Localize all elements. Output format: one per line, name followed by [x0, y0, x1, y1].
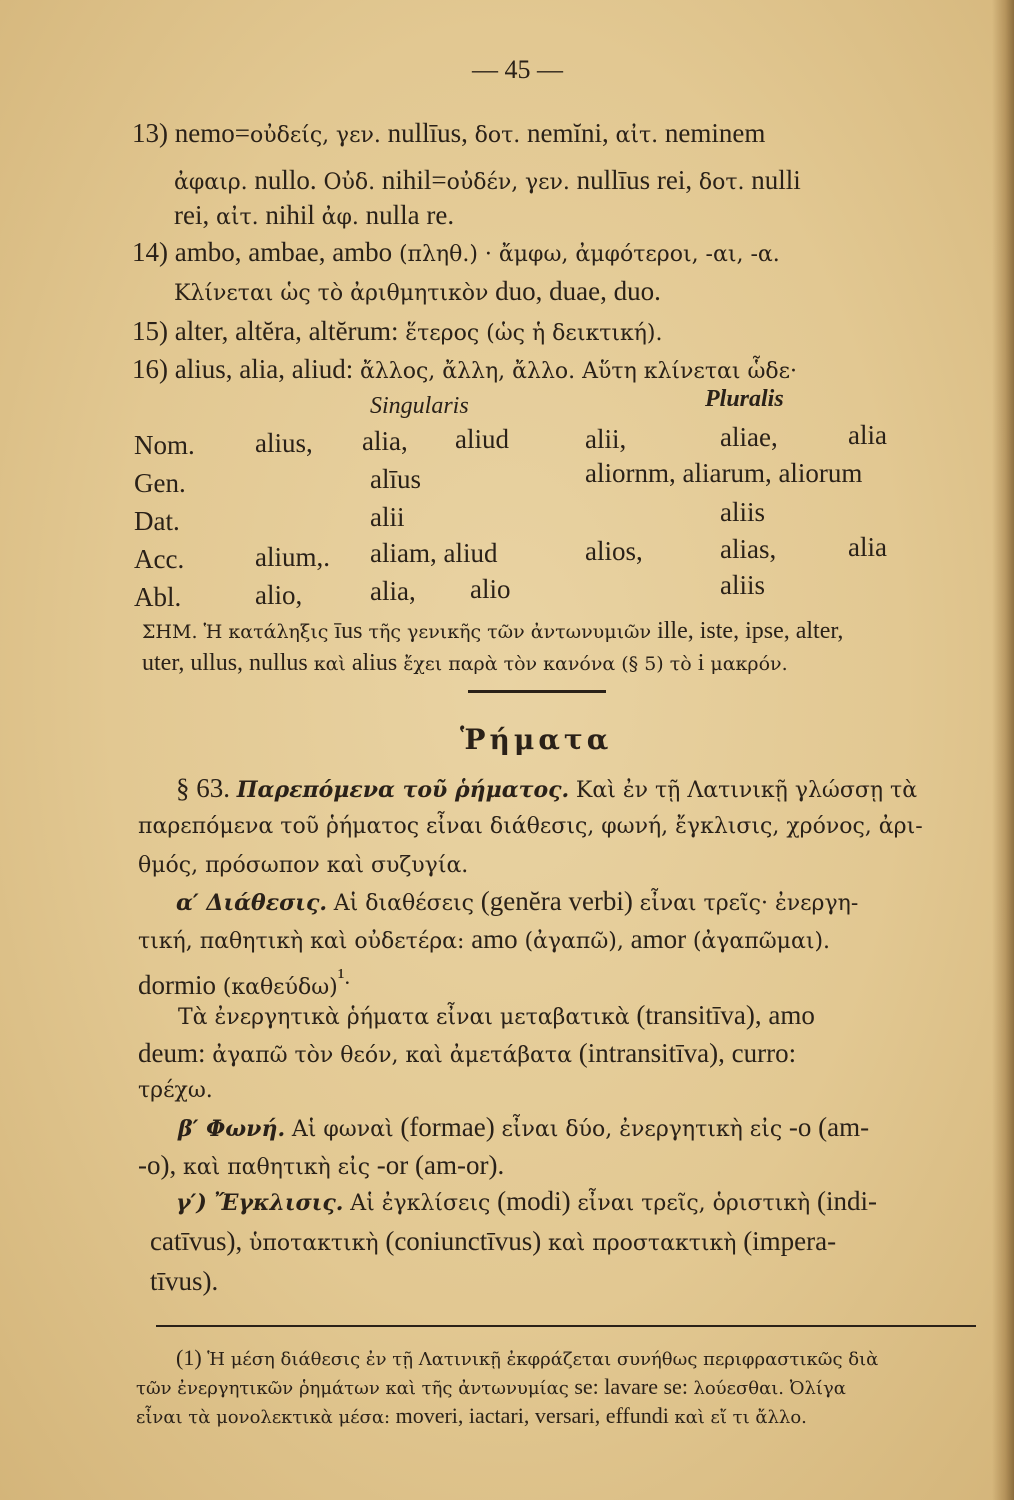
greek-text: εἶναι τρεῖς· ἐνεργη-: [639, 891, 859, 916]
latin-text: nulli: [751, 165, 801, 195]
latin-text: (intransitīva), curro:: [578, 1038, 797, 1068]
singular-form: alium,.: [255, 542, 330, 572]
greek-text: ἄλλος, ἄλλη, ἄλλο. Αὕτη κλίνεται ὧδε·: [359, 359, 798, 384]
entry-13-line-1: [132, 118, 765, 151]
latin-text: īus: [334, 618, 363, 644]
section-number: § 63.: [176, 773, 230, 803]
plural-form: alios,: [585, 536, 643, 566]
greek-text: ἔχει παρὰ τὸν κανόνα (§ 5) τὸ: [403, 653, 692, 675]
plural-form: alias,: [720, 534, 777, 564]
para-c-line-3: tīvus).: [150, 1266, 219, 1296]
note-line-1: [142, 617, 843, 646]
latin-text: nihil: [265, 200, 315, 230]
para-a-line-1: [176, 886, 858, 919]
para-b-line-2: [138, 1150, 504, 1183]
greek-text: ἀγαπῶ τὸν θεόν, καὶ ἀμετάβατα: [212, 1043, 572, 1068]
singular-form: alia,: [370, 576, 416, 606]
footnote-line-3: [136, 1403, 807, 1431]
entry-14-line-2: [174, 276, 661, 309]
plural-form: aliornm, aliarum, aliorum: [585, 458, 863, 488]
plural-form: aliis: [720, 570, 765, 600]
greek-text: Αἱ διαθέσεις: [333, 891, 475, 916]
greek-abbr: γεν.: [524, 170, 570, 195]
greek-text: μακρόν.: [710, 653, 788, 675]
latin-text: catīvus),: [150, 1226, 243, 1256]
greek-text: Αἱ ἐγκλίσεις: [350, 1191, 491, 1216]
greek-text: Καὶ ἐν τῇ Λατινικῇ γλώσσῃ τὰ: [575, 778, 918, 803]
greek-text: ἕτερος (ὡς ἡ δεικτική).: [405, 321, 663, 346]
latin-text: nullīus rei,: [576, 165, 693, 195]
greek-text: καὶ προστακτικὴ: [548, 1231, 737, 1256]
footnote-line-2: [136, 1374, 846, 1402]
greek-text: οὐδείς,: [249, 123, 330, 148]
latin-text: nemo=: [174, 118, 250, 148]
greek-text: Αἱ φωναὶ: [291, 1117, 394, 1142]
case-label: Abl.: [134, 582, 182, 612]
greek-text: τῆς γενικῆς τῶν ἀντωνυμιῶν: [368, 621, 652, 643]
latin-text: uter, ullus, nullus: [142, 650, 308, 676]
para-c-line-2: [150, 1226, 836, 1259]
greek-abbr: αἰτ.: [615, 123, 659, 148]
section-title: Ῥήματα: [460, 723, 613, 756]
latin-text: rei,: [174, 200, 210, 230]
latin-text: neminem: [664, 118, 766, 148]
latin-text: (indi-: [816, 1186, 877, 1216]
latin-text: -or (am-or).: [376, 1150, 505, 1180]
singular-form: alio,: [255, 580, 303, 610]
case-label: Dat.: [134, 506, 180, 536]
plural-form: alii,: [585, 424, 627, 454]
latin-text: nemĭni,: [527, 118, 609, 148]
latin-text: -o (am-: [788, 1112, 870, 1142]
latin-text: se: lavare se:: [574, 1374, 688, 1399]
section-divider: [468, 690, 606, 693]
greek-text: εἶναι τὰ μονολεκτικὰ μέσα:: [136, 1407, 391, 1428]
para-b-line-1: [178, 1112, 869, 1145]
paragraph-label: β′ Φωνή.: [178, 1116, 286, 1142]
latin-text: dormio: [138, 970, 216, 1000]
sec63-line-2: παρεπόμενα τοῦ ῥήματος εἶναι διάθεσις, φωνή, ἔγκλισις, χρόνος, ἀρι-: [138, 814, 923, 839]
footnote-divider: [156, 1325, 976, 1327]
entry-14-line-1: [132, 237, 780, 270]
entry-number: 13): [132, 118, 168, 148]
plural-header: Pluralis: [705, 386, 784, 412]
singular-form: alia,: [362, 426, 408, 456]
greek-abbr: Οὐδ.: [323, 170, 376, 195]
para-trans-line-1: [178, 1000, 815, 1033]
latin-text: alter, altĕra, altĕrum:: [174, 316, 399, 346]
singular-header: Singularis: [370, 393, 469, 419]
greek-text: (πληθ.) · ἄμφω, ἀμφότεροι, -αι, -α.: [398, 242, 780, 267]
singular-form: alio: [470, 574, 511, 604]
para-a-line-3: [138, 962, 350, 1003]
greek-text: Ἡ μέση διάθεσις ἐν τῇ Λατινικῇ ἐκφράζεται συνήθως περιφραστικῶς διὰ: [207, 1349, 879, 1370]
greek-text: ὑποτακτικὴ: [248, 1231, 379, 1256]
entry-16: [132, 354, 797, 387]
latin-text: (formae): [400, 1112, 495, 1142]
greek-text: εἶναι δύο, ἐνεργητικὴ εἰς: [501, 1117, 783, 1142]
paragraph-label: α′ Διάθεσις.: [176, 890, 328, 916]
greek-text: οὐδέν,: [446, 170, 519, 195]
latin-text: i: [697, 650, 705, 676]
latin-text: (transitīva), amo: [636, 1000, 815, 1030]
latin-text: nulla re.: [365, 200, 455, 230]
plural-form: alia: [848, 420, 887, 450]
latin-text: -o),: [138, 1150, 177, 1180]
greek-text: τική, παθητικὴ καὶ οὐδετέρα:: [138, 929, 465, 954]
para-trans-line-3: τρέχω.: [138, 1078, 213, 1103]
latin-text: (genĕra verbi): [480, 886, 633, 916]
footnote-marker: ¹.: [337, 964, 351, 989]
greek-abbr: ἀφ.: [321, 205, 359, 230]
greek-text: καὶ εἴ τι ἄλλο.: [674, 1407, 807, 1428]
case-label: Acc.: [134, 544, 185, 574]
latin-text: (coniunctīvus): [385, 1226, 542, 1256]
paragraph-label: γ′) Ἔγκλισις.: [176, 1190, 344, 1216]
greek-text: (καθεύδω): [222, 975, 338, 1000]
entry-15: [132, 316, 663, 349]
latin-text: ille, iste, ipse, alter,: [657, 618, 844, 644]
greek-text: (ἀγαπῶμαι).: [692, 929, 831, 954]
section-heading: Παρεπόμενα τοῦ ῥήματος.: [236, 777, 570, 803]
latin-text: moveri, iactari, versari, effundi: [395, 1403, 669, 1428]
singular-form: alii: [370, 502, 405, 532]
latin-text: (impera-: [743, 1226, 837, 1256]
singular-form: aliud: [455, 424, 509, 454]
plural-form: aliae,: [720, 422, 778, 452]
singular-form: alīus: [370, 464, 421, 494]
greek-abbr: δοτ.: [474, 123, 521, 148]
entry-number: 16): [132, 354, 168, 384]
entry-13-line-2: [174, 165, 801, 198]
latin-text: nullīus,: [387, 118, 468, 148]
latin-text: alius, alia, aliud:: [174, 354, 354, 384]
latin-text: amor: [630, 924, 687, 954]
case-label: Nom.: [134, 430, 195, 460]
note-label: ΣΗΜ.: [142, 621, 198, 643]
greek-abbr: αἰτ.: [215, 205, 259, 230]
greek-abbr: δοτ.: [698, 170, 745, 195]
plural-form: alia: [848, 532, 887, 562]
latin-text: amo: [471, 924, 518, 954]
para-a-line-2: [138, 924, 830, 957]
greek-text: Κλίνεται ὡς τὸ ἀριθμητικὸν: [174, 281, 489, 306]
sec63-line-3: θμός, πρόσωπον καὶ συζυγία.: [138, 853, 469, 878]
sec63-line-1: [176, 773, 917, 806]
note-line-2: [142, 649, 788, 678]
greek-text: καὶ παθητικὴ εἰς: [182, 1155, 371, 1180]
greek-text: (ἀγαπῶ),: [524, 929, 624, 954]
latin-text: deum:: [138, 1038, 206, 1068]
latin-text: ambo, ambae, ambo: [174, 237, 393, 267]
para-trans-line-2: [138, 1038, 796, 1071]
greek-text: λούεσθαι. Ὀλίγα: [693, 1378, 846, 1399]
footnote-line-1: [176, 1345, 878, 1373]
page-number: — 45 —: [472, 55, 563, 84]
latin-text: nullo.: [254, 165, 317, 195]
greek-abbr: ἀφαιρ.: [174, 170, 248, 195]
latin-text: duo, duae, duo.: [495, 276, 661, 306]
footnote-number: (1): [176, 1345, 202, 1370]
page-edge-shadow: [992, 0, 1014, 1500]
entry-13-line-3: [174, 200, 454, 233]
entry-number: 15): [132, 316, 168, 346]
case-label: Gen.: [134, 468, 186, 498]
plural-form: aliis: [720, 497, 765, 527]
greek-text: εἶναι τρεῖς, ὁριστικὴ: [577, 1191, 811, 1216]
entry-number: 14): [132, 237, 168, 267]
latin-text: alius: [351, 650, 398, 676]
greek-text: καὶ: [313, 653, 346, 675]
greek-text: Ἡ κατάληξις: [203, 621, 329, 643]
singular-form: alius,: [255, 428, 313, 458]
latin-text: nihil=: [381, 165, 447, 195]
greek-text: Τὰ ἐνεργητικὰ ῥήματα εἶναι μεταβατικὰ: [178, 1005, 630, 1030]
greek-text: τῶν ἐνεργητικῶν ῥημάτων καὶ τῆς ἀντωνυμίας: [136, 1378, 569, 1399]
latin-text: (modi): [497, 1186, 571, 1216]
greek-abbr: γεν.: [335, 123, 381, 148]
singular-form: aliam, aliud: [370, 538, 498, 568]
para-c-line-1: [176, 1186, 877, 1219]
